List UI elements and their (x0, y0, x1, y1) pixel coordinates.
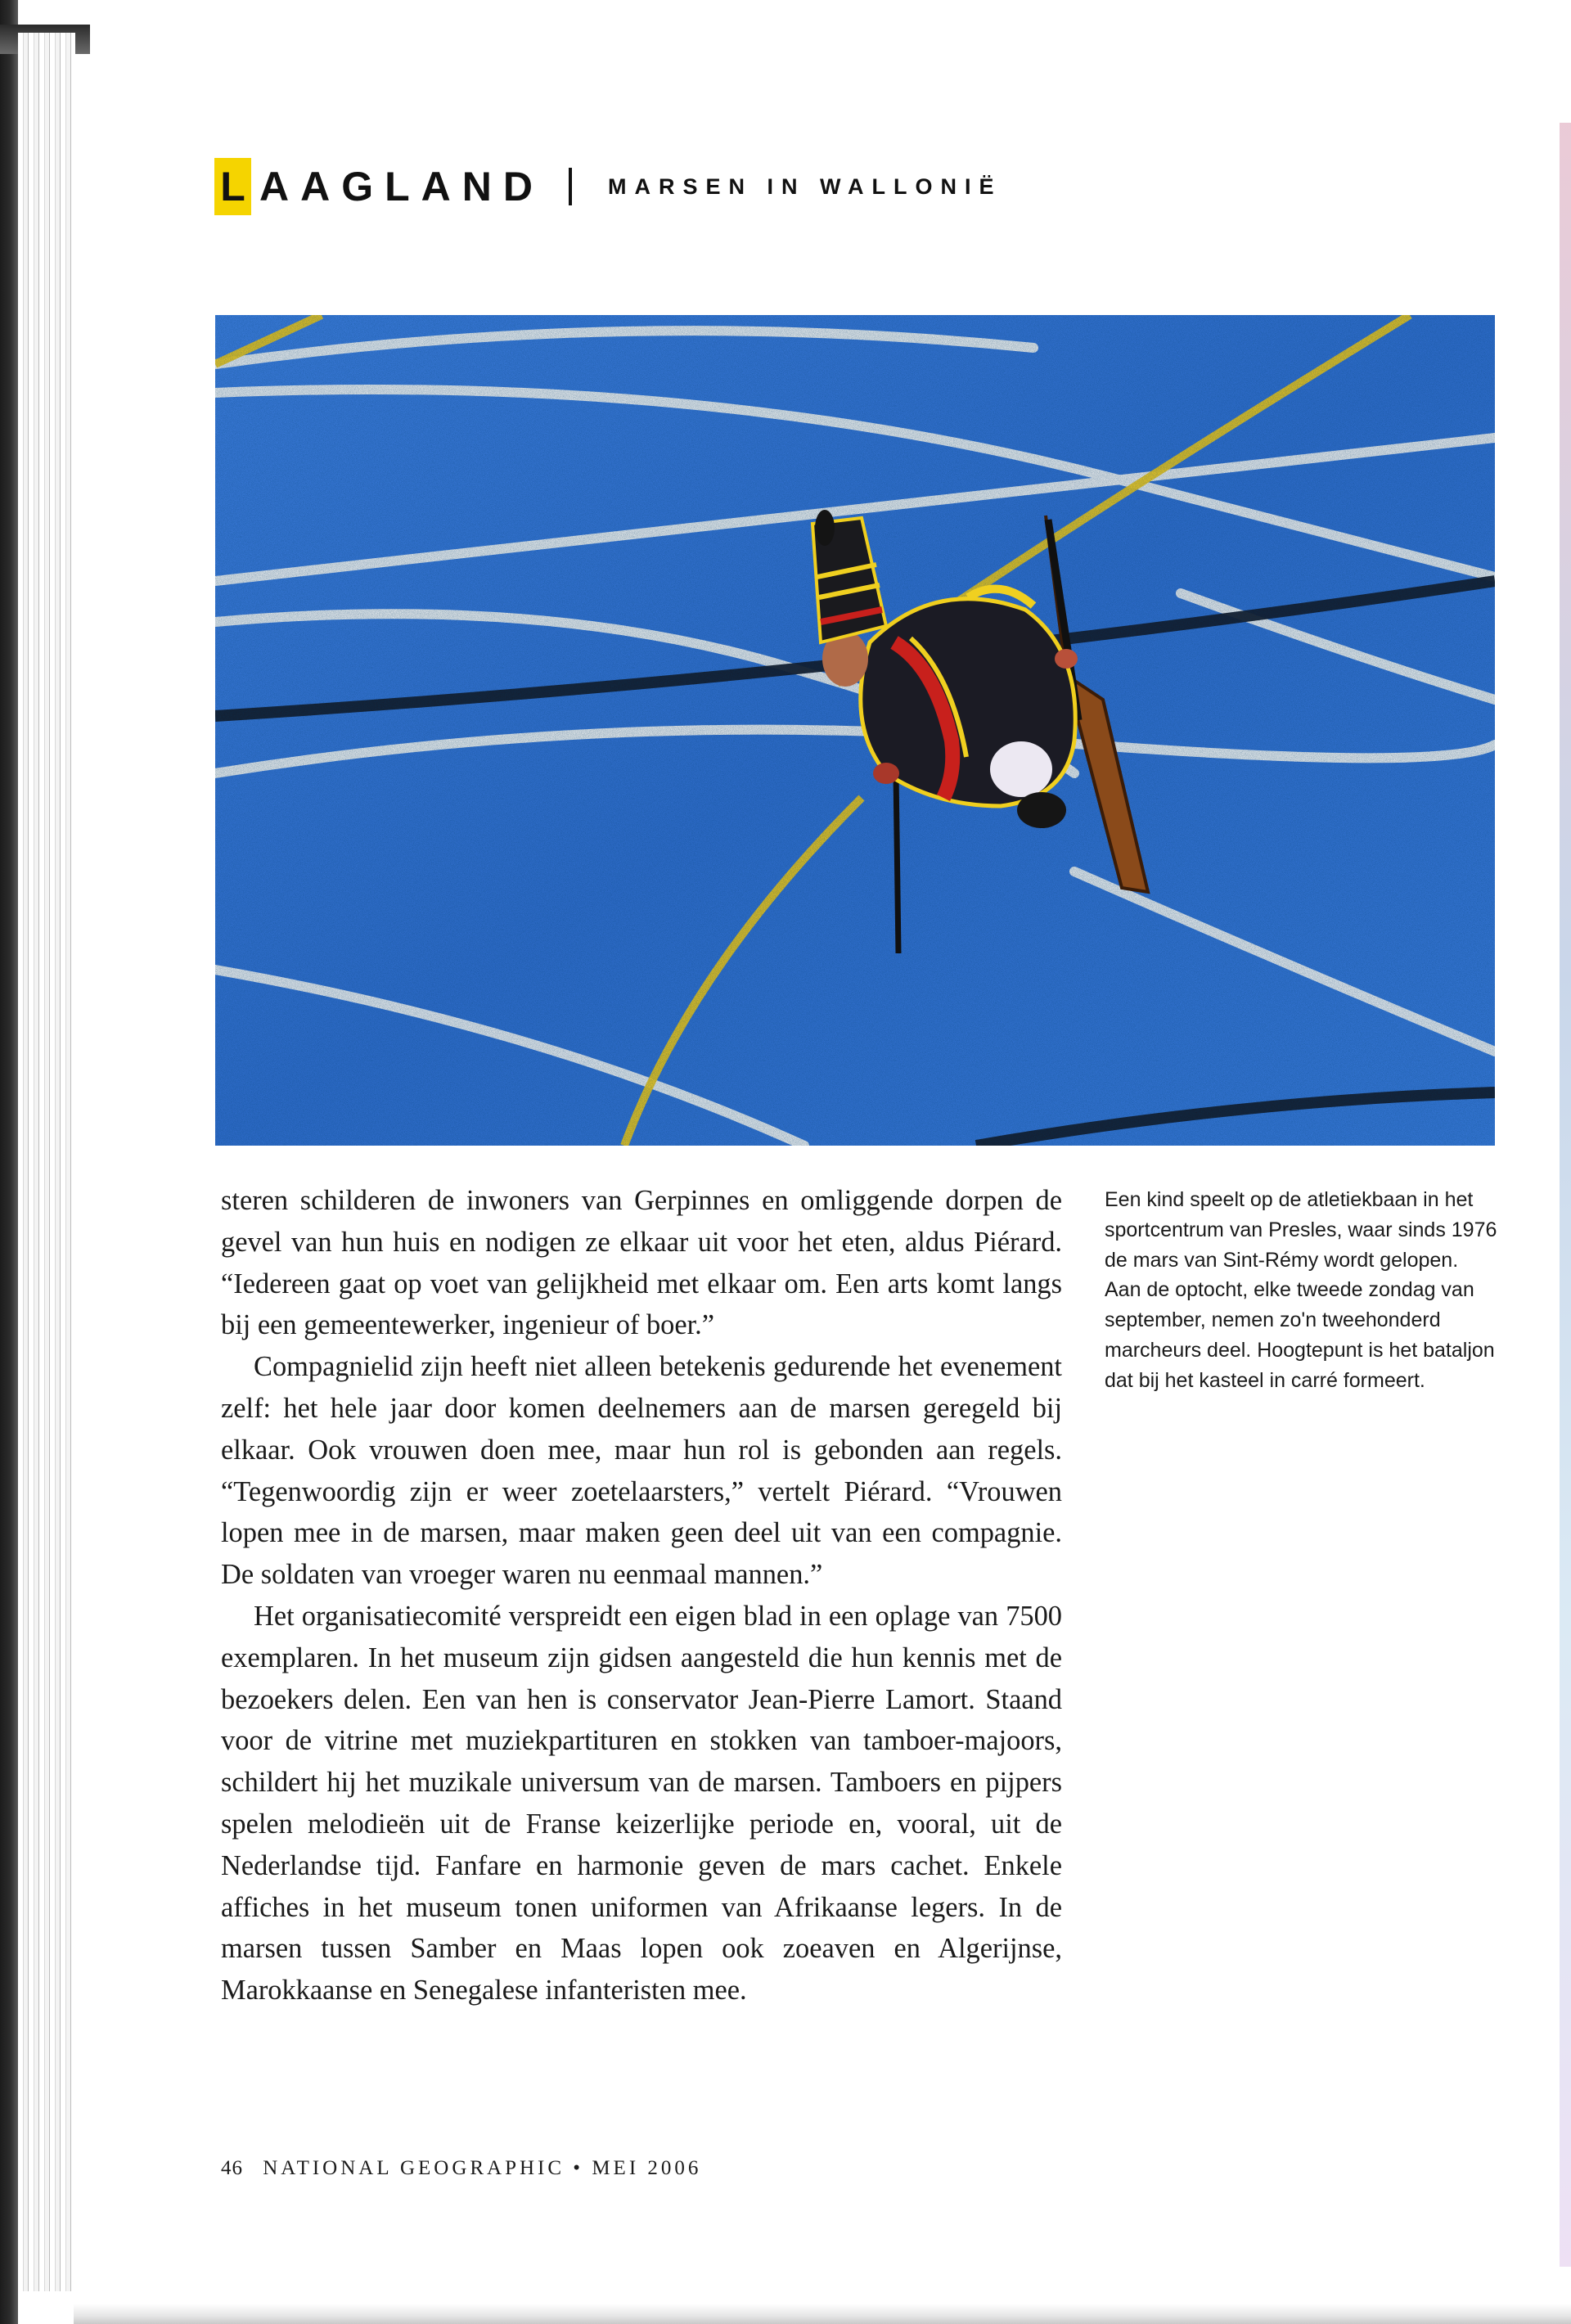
hat-plume (815, 510, 835, 546)
photo-caption: Een kind speelt op de atletiekbaan in het sportcentrum van Presles, waar sinds 1976 de mars van Sint-Rémy wordt gelopen. Aan de optocht, elke tweede zondag van september, nemen zo'n tweehonderd marcheurs deel. Hoogtepunt is het bataljon dat bij het kasteel in carré formeert. (1105, 1188, 1497, 1392)
white-trousers (990, 741, 1052, 797)
body-paragraph: steren schilderen de inwoners van Gerpinnes en omliggende dorpen de gevel van hun huis en nodigen ze elkaar uit voor het eten, aldus Piérard. “Iedereen gaat op voet van gelijkheid met elkaar om. Een arts komt langs bij een gemeentewerker, ingenieur of boer.” (221, 1185, 1062, 1341)
page-stack-edge (18, 33, 75, 2291)
book-spine-edge (0, 0, 18, 2324)
body-paragraph: Het organisatiecomité verspreidt een eigen blad in een oplage van 7500 exemplaren. In het museum zijn gidsen aangesteld die hun kennis met de bezoekers delen. Een van hen is conservator Jean-Pierre Lamort. Staand voor de vitrine met muziekpartituren en stokken van tamboer-majoors, schildert hij het muzikale universum van de marsen. Tamboers en pijpers spelen melodieën uit de Franse keizerlijke periode en, vooral, uit de Nederlandse tijd. Fanfare en harmonie geven de mars cachet. Enkele affiches in het museum tonen uniformen van Afrikaanse legers. In de marsen tussen Samber en Maas lopen ook zoeaven en Algerijnse, Marokkaanse en Senegalese infanteristen mee. (221, 1600, 1062, 2006)
page-footer (221, 2157, 701, 2180)
scan-color-fringe (1560, 123, 1571, 2267)
boot (1017, 792, 1066, 828)
sabre (896, 773, 898, 953)
section-subtitle: MARSEN IN WALLONIË (607, 173, 1002, 199)
page-number: 46 (221, 2157, 243, 2179)
hand (873, 763, 899, 784)
article-photo (215, 315, 1495, 1146)
section-title: AAGLAND (259, 164, 544, 209)
section-initial-highlight: L (214, 158, 251, 215)
section-header (214, 158, 1002, 215)
body-paragraph: Compagnielid zijn heeft niet alleen betekenis gedurende het evenement zelf: het hele jaar door komen deelnemers aan de marsen geregeld bij elkaar. Ook vrouwen doen mee, maar hun rol is gebonden aan regels. “Tegenwoordig zijn er weer zoetelaarsters,” vertelt Piérard. “Vrouwen lopen mee in de marsen, maar maken geen deel uit van een compagnie. De soldaten van vroeger waren nu eenmaal mannen.” (221, 1351, 1062, 1591)
hand (1055, 649, 1078, 669)
article-body (221, 1180, 1062, 2011)
publication-name: NATIONAL GEOGRAPHIC • MEI 2006 (263, 2157, 702, 2179)
header-divider (569, 168, 572, 205)
page-bottom-edge (74, 2304, 1571, 2324)
